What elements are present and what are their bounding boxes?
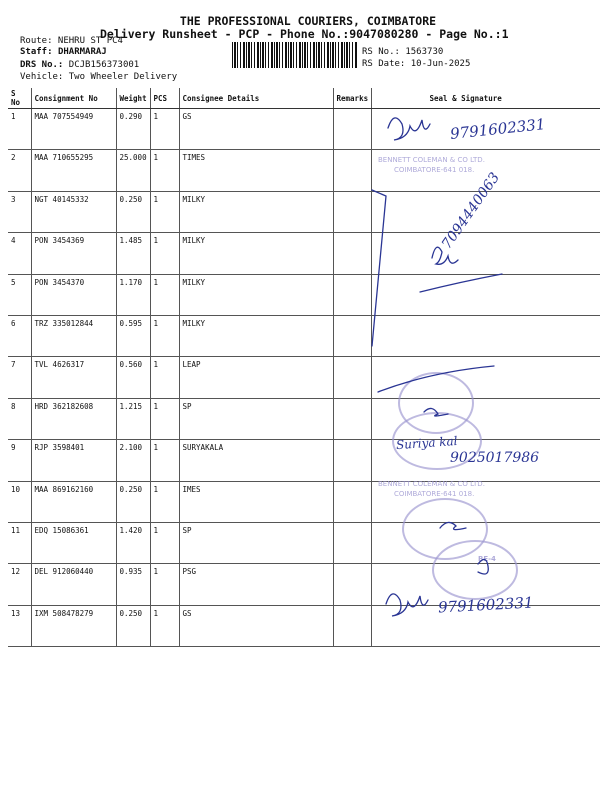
stamp-bennett-1-city: COIMBATORE-641 018. [394,166,475,174]
cell-consignment: DEL 912060440 [31,564,116,605]
vehicle-label: Vehicle: Two Wheeler Delivery [20,72,178,82]
cell-consignee: TIMES [179,150,333,191]
cell-pcs: 1 [150,274,179,315]
rs-number: RS No.: 1563730 [362,47,444,57]
stamp-bennett-2: BENNETT COLEMAN & CO LTD. [378,480,485,488]
drs-label: DRS No.: [20,60,64,70]
cell-consignee: MILKY [179,274,333,315]
cell-pcs: 1 [150,150,179,191]
cell-weight: 2.100 [116,440,150,481]
cell-consignee: IMES [179,481,333,522]
cell-sno: 5 [8,274,31,315]
cell-consignee: SP [179,398,333,439]
cell-weight: 0.290 [116,109,150,150]
cell-consignment: NGT 40145332 [31,191,116,232]
cell-weight: 1.170 [116,274,150,315]
col-consignee: Consignee Details [179,88,333,109]
cell-pcs: 1 [150,522,179,563]
col-consignment: Consignment No [31,88,116,109]
stamp-bennett-1: BENNETT COLEMAN & CO LTD. [378,156,485,164]
signature-scribble-13 [386,594,428,616]
cell-pcs: 1 [150,481,179,522]
signature-stroke-7 [378,366,494,392]
col-sno: S No [8,88,31,109]
cell-consignee: GS [179,605,333,646]
cell-sno: 3 [8,191,31,232]
cell-weight: 0.560 [116,357,150,398]
col-signature: Seal & Signature [371,88,600,109]
handwritten-phone-9: 9025017986 [450,450,540,466]
cell-weight: 1.485 [116,233,150,274]
col-weight: Weight [116,88,150,109]
cell-consignment: IXM 508478279 [31,605,116,646]
staff-value: DHARMARAJ [57,47,107,57]
cell-pcs: 1 [150,564,179,605]
signature-scribble-11 [440,522,466,529]
cell-consignee: MILKY [179,191,333,232]
cell-weight: 25.000 [116,150,150,191]
cell-pcs: 1 [150,233,179,274]
cell-consignment: MAA 710655295 [31,150,116,191]
cell-sno: 4 [8,233,31,274]
drs-value: DCJB156373001 [68,60,140,70]
cell-sno: 2 [8,150,31,191]
staff-label: Staff: [20,47,53,57]
signature-scribble-12 [478,559,488,574]
cell-consignee: SP [179,522,333,563]
cell-pcs: 1 [150,315,179,356]
cell-consignment: EDQ 15086361 [31,522,116,563]
col-pcs: PCS [150,88,179,109]
cell-consignee: LEAP [179,357,333,398]
col-remarks: Remarks [333,88,371,109]
cell-weight: 1.215 [116,398,150,439]
cell-pcs: 1 [150,440,179,481]
rs-date: RS Date: 10-Jun-2025 [362,59,471,69]
cell-weight: 0.935 [116,564,150,605]
cell-consignment: MAA 869162160 [31,481,116,522]
cell-consignee: MILKY [179,233,333,274]
cell-pcs: 1 [150,109,179,150]
runsheet-title: Delivery Runsheet - PCP - Phone No.:9047080280 - Page No.:1 [100,27,509,41]
stamp-bennett-2-city: COIMBATORE-641 018. [394,490,475,498]
round-stamp-12-label: BE-4 [478,555,496,563]
cell-pcs: 1 [150,605,179,646]
cell-weight: 0.595 [116,315,150,356]
cell-pcs: 1 [150,191,179,232]
cell-consignment: HRD 362182608 [31,398,116,439]
cell-sno: 1 [8,109,31,150]
cell-pcs: 1 [150,357,179,398]
cell-pcs: 1 [150,398,179,439]
cell-sno: 13 [8,605,31,646]
signature-scribble-1 [388,118,430,140]
handwritten-phone-1: 9791602331 [449,115,547,143]
cell-sno: 7 [8,357,31,398]
cell-sno: 6 [8,315,31,356]
cell-consignee: PSG [179,564,333,605]
cell-sno: 12 [8,564,31,605]
handwritten-phone-13: 9791602331 [437,593,534,617]
route-label: Route: NEHRU ST PC4 [20,36,123,46]
signature-scribble-8 [424,408,448,416]
handwritten-name-9: Suriya kal [395,433,458,453]
cell-consignee: MILKY [179,315,333,356]
cell-consignment: TRZ 335012844 [31,315,116,356]
signature-arrow-4 [420,274,502,292]
cell-consignee: GS [179,109,333,150]
cell-weight: 1.420 [116,522,150,563]
cell-consignment: TVL 4626317 [31,357,116,398]
handwritten-phone-4: 7094440063 [438,169,504,252]
cell-consignee: SURYAKALA [179,440,333,481]
cell-weight: 0.250 [116,605,150,646]
cell-weight: 0.250 [116,481,150,522]
cell-sno: 8 [8,398,31,439]
delivery-bracket-line [372,190,386,346]
cell-consignment: PON 3454369 [31,233,116,274]
company-name: THE PROFESSIONAL COURIERS, COIMBATORE [179,14,437,28]
cell-consignment: PON 3454370 [31,274,116,315]
cell-sno: 11 [8,522,31,563]
cell-consignment: RJP 3598401 [31,440,116,481]
signature-scribble-4 [432,247,458,264]
cell-sno: 10 [8,481,31,522]
cell-consignment: MAA 707554949 [31,109,116,150]
cell-weight: 0.250 [116,191,150,232]
cell-sno: 9 [8,440,31,481]
